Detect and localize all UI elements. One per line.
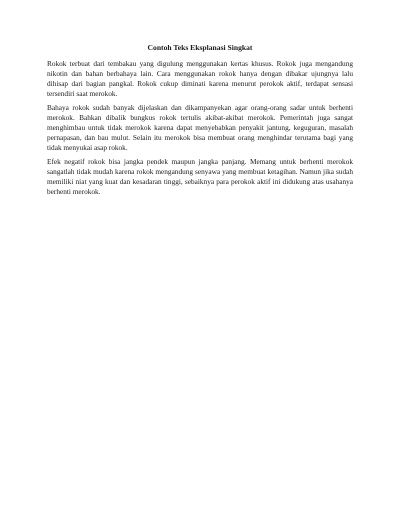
paragraph-3: Efek negatif rokok bisa jangka pendek maupun jangka panjang. Memang untuk berhenti merokok sangatlah tidak mudah karena rokok mengandung senyawa yang membuat ketagihan. Namun jika sudah memiliki niat yang kuat dan kesadaran tinggi, sebaiknya para perokok aktif ini didukung atas usahanya berhenti merokok. (47, 157, 353, 196)
paragraph-1: Rokok terbuat dari tembakau yang digulung menggunakan kertas khusus. Rokok juga mengandung nikotin dan bahan berbahaya lain. Cara menggunakan rokok hanya dengan dibakar ujungnya lalu dihisap dari bagian pangkal. Rokok cukup diminati karena menurut perokok aktif, terdapat sensasi tersendiri saat merokok. (47, 59, 353, 98)
paragraph-2: Bahaya rokok sudah banyak dijelaskan dan dikampanyekan agar orang-orang sadar untuk berhenti merokok. Bahkan dibalik bungkus rokok tertulis akibat-akibat merokok. Pemerintah juga sangat menghimbau untuk tidak merokok karena dapat menyebabkan penyakit jantung, keguguran, masalah pernapasan, dan bau mulut. Selain itu merokok bisa membuat orang menghindar terutama bagi yang tidak menyukai asap rokok. (47, 103, 353, 152)
document-title: Contoh Teks Eksplanasi Singkat (147, 43, 253, 52)
